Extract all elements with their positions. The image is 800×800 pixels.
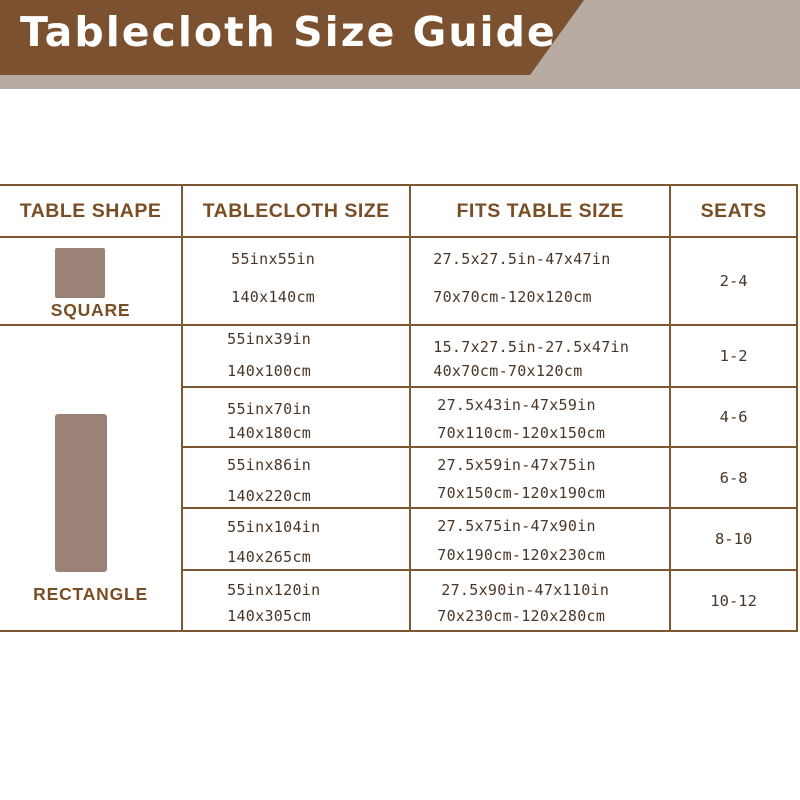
tablecloth-size-cell [182, 237, 410, 325]
seats-cell: 8-10 [670, 508, 797, 570]
square-table-icon [55, 248, 105, 298]
size-in: 55inx70in [227, 400, 312, 418]
size-in: 55inx39in [227, 330, 312, 348]
shape-cell-square [0, 237, 182, 325]
size-cm: 140x140cm [231, 288, 316, 306]
size-cm: 140x265cm [227, 548, 312, 566]
header-seats: SEATS [670, 185, 797, 237]
size-in: 55inx55in [231, 250, 316, 268]
size-in: 55inx86in [227, 456, 312, 474]
fits-in: 27.5x27.5in-47x47in [433, 250, 611, 268]
fits-size-cell [410, 508, 670, 570]
fits-in: 27.5x75in-47x90in [437, 517, 596, 535]
seats-cell: 10-12 [670, 570, 797, 631]
shape-cell-rectangle [0, 325, 182, 631]
table-row [0, 237, 797, 325]
seats-cell: 4-6 [670, 387, 797, 447]
size-cm: 140x100cm [227, 362, 312, 380]
tablecloth-size-cell [182, 325, 410, 387]
seats-cell: 1-2 [670, 325, 797, 387]
size-in: 55inx104in [227, 518, 321, 536]
fits-in: 27.5x59in-47x75in [437, 456, 596, 474]
fits-size-cell [410, 325, 670, 387]
fits-size-cell [410, 447, 670, 508]
tablecloth-size-cell [182, 508, 410, 570]
fits-size-cell [410, 570, 670, 631]
fits-in: 27.5x90in-47x110in [441, 581, 610, 599]
rectangle-table-icon [55, 414, 107, 572]
fits-in: 27.5x43in-47x59in [437, 396, 596, 414]
shape-label-rectangle: RECTANGLE [33, 584, 148, 604]
page-title: Tablecloth Size Guide [20, 8, 557, 56]
size-cm: 140x220cm [227, 487, 312, 505]
fits-cm: 70x190cm-120x230cm [437, 546, 606, 564]
fits-size-cell [410, 387, 670, 447]
fits-size-cell [410, 237, 670, 325]
seats-cell: 6-8 [670, 447, 797, 508]
tablecloth-size-cell [182, 570, 410, 631]
fits-cm: 70x150cm-120x190cm [437, 484, 606, 502]
header-fits-table-size: FITS TABLE SIZE [410, 185, 670, 237]
fits-cm: 70x110cm-120x150cm [437, 424, 606, 442]
size-cm: 140x305cm [227, 607, 312, 625]
fits-cm: 70x230cm-120x280cm [437, 607, 606, 625]
size-cm: 140x180cm [227, 424, 312, 442]
tablecloth-size-cell [182, 447, 410, 508]
table-row [0, 325, 797, 387]
fits-cm: 40x70cm-70x120cm [433, 362, 583, 380]
header-tablecloth-size: TABLECLOTH SIZE [182, 185, 410, 237]
seats-cell: 2-4 [670, 237, 797, 325]
tablecloth-size-cell [182, 387, 410, 447]
header-table-shape: TABLE SHAPE [0, 185, 182, 237]
shape-label-square: SQUARE [50, 300, 131, 320]
table-header-row [0, 185, 797, 237]
fits-cm: 70x70cm-120x120cm [433, 288, 592, 306]
size-in: 55inx120in [227, 581, 321, 599]
fits-in: 15.7x27.5in-27.5x47in [433, 338, 630, 356]
size-guide-table [0, 184, 798, 632]
